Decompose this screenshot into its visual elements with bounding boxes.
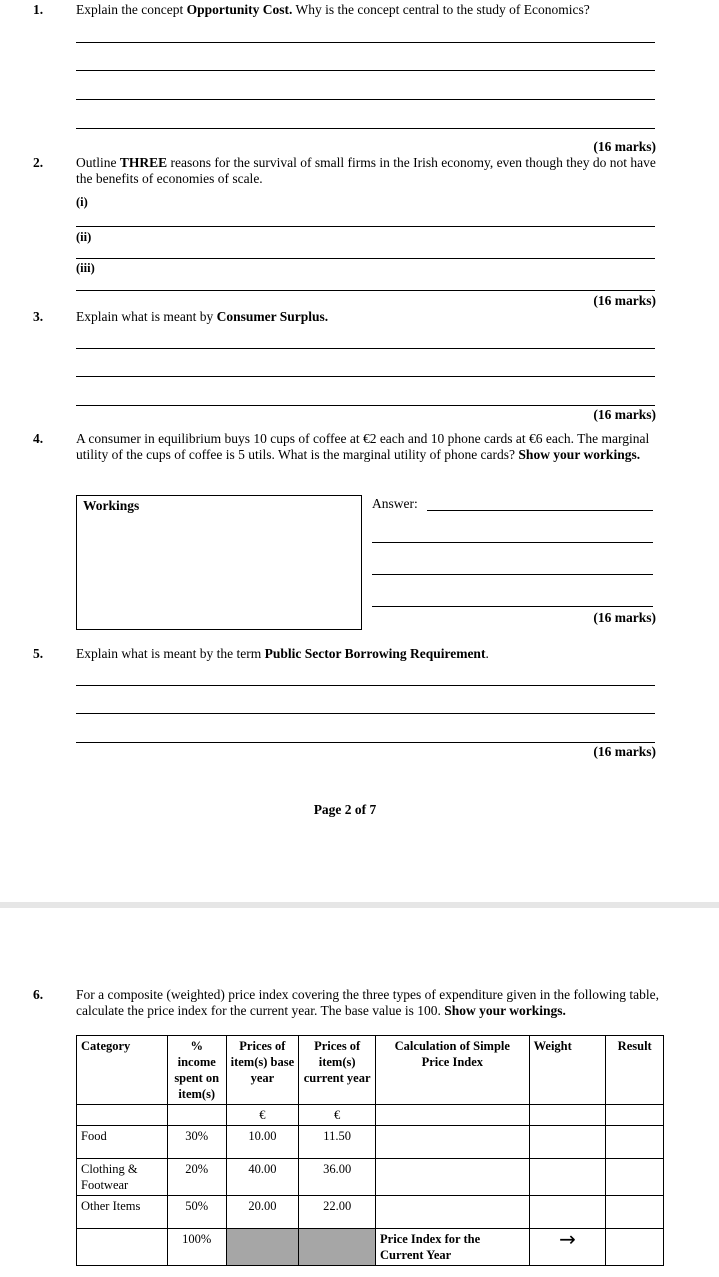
question-4-text: A consumer in equilibrium buys 10 cups of coffee at €2 each and 10 phone cards at €6 each. The marginal utility of the cups of coffee is 5 utils. What is the marginal utility of phone cards? Show your workings. (76, 431, 650, 462)
price-index-result-cell[interactable] (606, 1229, 664, 1266)
row-percent: 30% (167, 1126, 226, 1159)
answer-line[interactable] (76, 376, 655, 377)
row-percent: 20% (167, 1159, 226, 1196)
answer-line[interactable] (76, 405, 655, 406)
answer-line[interactable] (76, 99, 655, 100)
answer-label: Answer: (372, 496, 418, 511)
question-4-marks: (16 marks) (593, 610, 656, 625)
answer-line[interactable] (76, 290, 655, 291)
page-number: Page 2 of 7 (313, 802, 377, 817)
header-base-price: Prices of item(s) base year (226, 1036, 299, 1105)
question-6-text: For a composite (weighted) price index covering the three types of expenditure given in the following table, calculate the price index for the current year. The base value is 100. Show your workings. (76, 987, 659, 1018)
answer-line[interactable] (76, 713, 655, 714)
row-base-price: 10.00 (226, 1126, 299, 1159)
answer-line[interactable] (76, 128, 655, 129)
answer-line[interactable] (76, 742, 655, 743)
result-cell[interactable] (606, 1159, 664, 1196)
answer-line[interactable] (427, 510, 653, 511)
answer-line[interactable] (372, 542, 653, 543)
price-index-table (76, 1035, 664, 1266)
answer-line[interactable] (372, 574, 653, 575)
question-5-number: 5. (33, 646, 44, 661)
question-5-text: Explain what is meant by the term Public Sector Borrowing Requirement. (76, 646, 489, 661)
row-base-price: 20.00 (226, 1196, 299, 1229)
answer-line[interactable] (76, 42, 655, 43)
answer-line[interactable] (76, 226, 655, 227)
question-2-text: Outline THREE reasons for the survival of small firms in the Irish economy, even though they do not have the benefits of economies of scale. (76, 155, 656, 186)
question-2-sub-ii: (ii) (76, 230, 92, 244)
price-index-label: Price Index for the Current Year (376, 1229, 530, 1266)
result-cell[interactable] (606, 1196, 664, 1229)
page-divider (0, 902, 719, 908)
row-category: Food (77, 1126, 168, 1159)
answer-line[interactable] (76, 685, 655, 686)
question-2-number: 2. (33, 155, 44, 170)
row-category: Other Items (77, 1196, 168, 1229)
answer-line[interactable] (76, 348, 655, 349)
calculation-cell[interactable] (376, 1196, 530, 1229)
answer-line[interactable] (76, 258, 655, 259)
table-header-row (77, 1036, 664, 1105)
question-2-marks: (16 marks) (593, 293, 656, 308)
weight-cell[interactable] (529, 1159, 606, 1196)
question-2-sub-iii: (iii) (76, 261, 95, 275)
question-3-text: Explain what is meant by Consumer Surplus. (76, 309, 329, 324)
header-percent: % income spent on item(s) (167, 1036, 226, 1105)
row-current-price: 22.00 (299, 1196, 376, 1229)
answer-line[interactable] (372, 606, 653, 607)
calculation-cell[interactable] (376, 1126, 530, 1159)
weight-cell[interactable] (529, 1196, 606, 1229)
question-2-sub-i: (i) (76, 195, 88, 209)
row-base-price: 40.00 (226, 1159, 299, 1196)
result-cell[interactable] (606, 1126, 664, 1159)
question-4-number: 4. (33, 431, 44, 446)
answer-line[interactable] (76, 70, 655, 71)
currency-symbol: € (226, 1105, 299, 1126)
currency-symbol: € (299, 1105, 376, 1126)
header-result: Result (606, 1036, 664, 1105)
question-3-number: 3. (33, 309, 44, 324)
header-category: Category (77, 1036, 168, 1105)
calculation-cell[interactable] (376, 1159, 530, 1196)
row-category: Clothing & Footwear (77, 1159, 168, 1196)
question-1-number: 1. (33, 2, 44, 17)
workings-box[interactable] (76, 495, 362, 630)
arrow-right-icon: → (529, 1229, 606, 1266)
row-current-price: 11.50 (299, 1126, 376, 1159)
table-row (77, 1159, 664, 1196)
question-1-text: Explain the concept Opportunity Cost. Why is the concept central to the study of Economics? (76, 2, 590, 17)
table-row (77, 1196, 664, 1229)
question-3-marks: (16 marks) (593, 407, 656, 422)
header-current-price: Prices of item(s) current year (299, 1036, 376, 1105)
question-6-number: 6. (33, 987, 44, 1002)
currency-row (77, 1105, 664, 1126)
row-percent: 50% (167, 1196, 226, 1229)
header-weight: Weight (529, 1036, 606, 1105)
table-row (77, 1126, 664, 1159)
weight-cell[interactable] (529, 1126, 606, 1159)
question-1-marks: (16 marks) (593, 139, 656, 154)
header-calculation: Calculation of Simple Price Index (376, 1036, 530, 1105)
row-current-price: 36.00 (299, 1159, 376, 1196)
question-5-marks: (16 marks) (593, 744, 656, 759)
total-percent: 100% (167, 1229, 226, 1266)
total-row (77, 1229, 664, 1266)
workings-label: Workings (83, 498, 140, 513)
